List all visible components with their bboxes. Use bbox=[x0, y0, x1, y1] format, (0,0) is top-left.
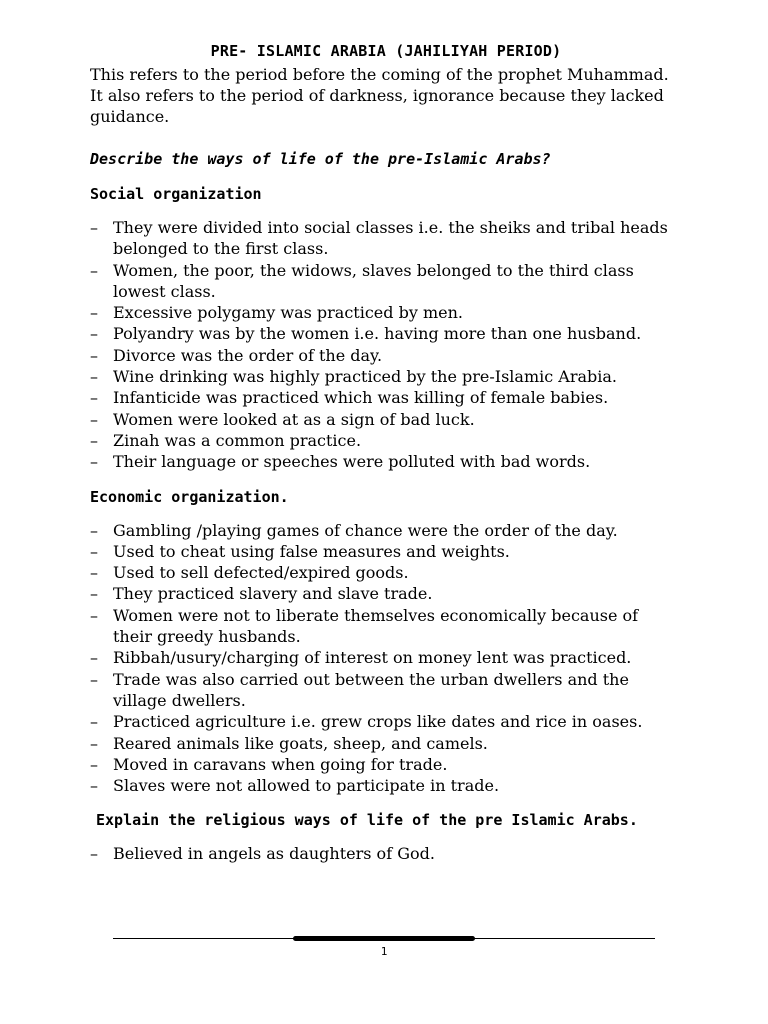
list-item: – Trade was also carried out between the urban dwellers and the village dwellers. bbox=[90, 669, 682, 712]
economic-heading: Economic organization. bbox=[90, 487, 289, 506]
list-item: – Used to cheat using false measures and weights. bbox=[90, 541, 682, 562]
question-heading: Describe the ways of life of the pre-Islamic Arabs? bbox=[90, 150, 551, 168]
list-item: – Used to sell defected/expired goods. bbox=[90, 562, 682, 583]
footer-divider bbox=[113, 936, 655, 941]
list-item: – Women were looked at as a sign of bad luck. bbox=[90, 409, 682, 430]
page-number: 1 bbox=[380, 945, 388, 958]
footer-divider-thick bbox=[293, 936, 475, 941]
list-item: – They were divided into social classes i.e. the sheiks and tribal heads belonged to the first class. bbox=[90, 217, 682, 260]
list-item: – They practiced slavery and slave trade. bbox=[90, 583, 682, 604]
list-item: – Their language or speeches were polluted with bad words. bbox=[90, 451, 682, 472]
list-item: – Excessive polygamy was practiced by men. bbox=[90, 302, 682, 323]
intro-paragraph-2: It also refers to the period of darkness, ignorance because they lacked guidance. bbox=[90, 86, 664, 126]
economic-list bbox=[90, 520, 682, 797]
intro-paragraph-1: This refers to the period before the coming of the prophet Muhammad. bbox=[90, 65, 669, 84]
social-list bbox=[90, 217, 682, 473]
list-item: – Polyandry was by the women i.e. having more than one husband. bbox=[90, 323, 682, 344]
list-item: – Women were not to liberate themselves economically because of their greedy husbands. bbox=[90, 605, 682, 648]
social-heading: Social organization bbox=[90, 185, 262, 203]
list-item: – Zinah was a common practice. bbox=[90, 430, 682, 451]
list-item: – Infanticide was practiced which was killing of female babies. bbox=[90, 387, 682, 408]
list-item: – Divorce was the order of the day. bbox=[90, 345, 682, 366]
religious-heading: Explain the religious ways of life of the pre Islamic Arabs. bbox=[96, 811, 638, 830]
list-item: – Gambling /playing games of chance were the order of the day. bbox=[90, 520, 682, 541]
list-item: – Wine drinking was highly practiced by the pre-Islamic Arabia. bbox=[90, 366, 682, 387]
list-item: – Moved in caravans when going for trade. bbox=[90, 754, 682, 775]
list-item: – Ribbah/usury/charging of interest on money lent was practiced. bbox=[90, 647, 682, 668]
list-item: – Slaves were not allowed to participate in trade. bbox=[90, 775, 682, 796]
religious-list bbox=[90, 843, 682, 864]
list-item: – Reared animals like goats, sheep, and camels. bbox=[90, 733, 682, 754]
list-item: – Believed in angels as daughters of God. bbox=[90, 843, 682, 864]
list-item: – Practiced agriculture i.e. grew crops like dates and rice in oases. bbox=[90, 711, 682, 732]
page-title: PRE- ISLAMIC ARABIA (JAHILIYAH PERIOD) bbox=[210, 42, 562, 60]
list-item: – Women, the poor, the widows, slaves belonged to the third class lowest class. bbox=[90, 260, 682, 303]
